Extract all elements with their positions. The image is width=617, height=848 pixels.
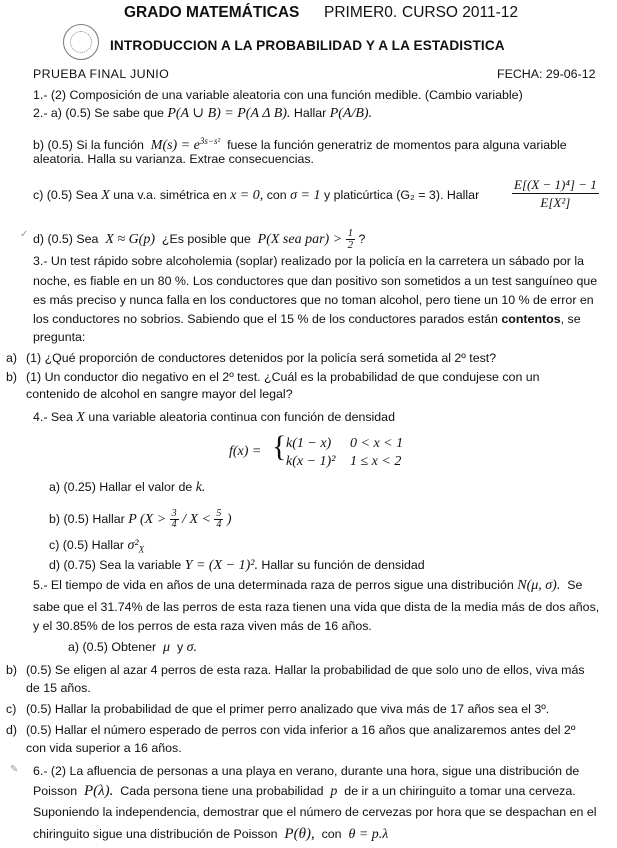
q4b-text: b) (0.5) Hallar [49,511,125,526]
q4b-frac-2-num: 5 [216,508,222,519]
q3-line-4-end: , se [560,312,581,326]
q2b-mgf-exponent: 3s−s² [199,136,221,146]
q4c-sub: X [138,544,145,555]
q3-line-3: es más preciso y nunca falla en los conductores que no toman alcohol, pero tiene un 10 % de error en [33,293,594,307]
q2d-intro: d) (0.5) Sea [33,231,99,246]
q4b-frac-2-den: 4 [216,519,222,530]
q4-brace: { [272,430,287,463]
q5a-text: a) (0.5) Obtener [68,640,157,654]
q2c-post: y platicúrtica (G₂ = 3). Hallar [323,188,480,202]
q4b-math-end: ) [226,511,232,527]
q4b-math-pre: P (X > [128,511,167,527]
q2c-text: una v.a. simétrica en [113,188,227,202]
q6-line-4-pre: chiringuito sigue una distribución de Poisson [33,827,278,841]
q5-line-1 [33,578,582,593]
q4-case-2-expr: k(x − 1)² [286,454,336,469]
q6-poisson-theta: P(θ), [284,826,315,842]
q2c-point: x = 0, [230,188,264,203]
q5d-text-1: (0.5) Hallar el número esperado de perros con vida inferior a 16 años que analizaremos antes del 2º [26,723,576,737]
q5a-sigma: σ. [186,640,198,655]
q4b-frac-1-den: 4 [171,519,177,530]
q2d-half [346,228,356,251]
q4d-text: d) (0.75) Sea la variable [49,558,182,572]
handwritten-mark: ✓ [20,229,29,240]
q4b-math-mid: / X < [182,511,211,527]
q3-line-5: pregunta: [33,330,86,344]
q5b-label: b) [6,663,18,677]
question-1: 1.- (2) Composición de una variable aleatoria con una función medible. (Cambio variable) [33,88,523,102]
q6-poisson-label: Poisson [33,784,78,798]
handwritten-mark-2: ✎ [10,764,19,775]
q5a-mu: μ [163,640,171,655]
q5c-label: c) [6,702,17,716]
q4c-text: c) (0.5) Hallar [49,538,125,552]
q3a-text: (1) ¿Qué proporción de conductores detenidos por la policía será sometida al 2º test? [26,351,497,365]
q4b-frac-2 [214,509,223,530]
q4-case-1-cond: 0 < x < 1 [350,436,404,451]
q6-poisson-lambda: P(λ). [83,783,114,799]
q5-line-1-text: 5.- El tiempo de vida en años de una determinada raza de perros sigue una distribución [33,578,514,592]
q3b-text-1: (1) Un conductor dio negativo en el 2º test. ¿Cuál es la probabilidad de que condujese con un [26,370,540,384]
q2c-var: X [101,188,110,203]
q4b-frac-1 [170,509,179,530]
q6-con: con [321,827,342,841]
q5a [68,640,197,655]
q5-se: Se [567,578,583,592]
q4-intro-pre: 4.- Sea [33,410,73,424]
q3-line-4-text: los conductores no sobrios. Sabiendo que el 15 % de los conductores parados están [33,312,498,326]
q2c-numerator: E[(X − 1)⁴] − 1 [514,177,597,192]
q3b-label: b) [6,370,18,384]
subject-title: INTRODUCCION A LA PROBABILIDAD Y A LA ESTADISTICA [110,38,505,53]
q2c-intro: c) (0.5) Sea [33,188,98,202]
q4-density-lhs: f(x) = [229,444,262,459]
q2d-end: ? [358,231,366,246]
q6-p: p [330,784,338,799]
q2d-half-den: 2 [347,239,354,251]
q2c-sigma: σ = 1 [290,188,321,203]
q6-line-1: 6.- (2) La afluencia de personas a una playa en verano, durante una hora, sigue una distribución de [33,764,580,778]
q4b [49,509,232,530]
q5b-text-1: (0.5) Se eligen al azar 4 perros de esta raza. Hallar la probabilidad de que solo uno de ellos, viva más [26,663,585,677]
course-term: CURSO 2011-12 [402,4,519,21]
q2d-dist: X ≈ G(p) [105,231,155,247]
q2c-fraction [512,176,599,211]
question-2a [33,106,372,121]
q2a-intro: 2.- a) (0.5) Se sabe que [33,106,164,120]
q4-intro-var: X [76,410,85,425]
q4a-text: a) (0.25) Hallar el valor de [49,480,193,494]
q3b-text-2: contenido de alcohol en sangre mayor del legal? [26,387,293,401]
q3-line-2: noche, es fiable en un 80 %. Los conductores que dan positivo son sometidos a un test sanguíneo que [33,274,598,288]
q2b-mgf: M(s) = e [150,138,200,154]
q2d-question: ¿Es posible que [161,231,251,246]
course-title: GRADO MATEMÁTICAS [124,4,300,21]
q4-intro [33,410,395,425]
q4b-frac-1-num: 3 [171,508,177,519]
q5c-text: (0.5) Hallar la probabilidad de que el primer perro analizado que viva más de 17 años sea el 3º. [26,702,550,716]
q4-case-2-cond: 1 ≤ x < 2 [350,454,402,469]
q5b-text-2: de 15 años. [26,681,91,695]
q2c-con: con [266,188,287,202]
q2d-half-num: 1 [347,227,354,239]
q3-line-4 [33,312,581,327]
q2a-target: P(A/B). [329,106,373,121]
q2c-denominator: E[X²] [540,195,571,210]
q5d-label: d) [6,723,18,737]
q3-line-1: 3.- Un test rápido sobre alcoholemia (soplar) realizado por la policía en la carretera un sábado por la [33,254,584,268]
q4d-post: Hallar su función de densidad [261,558,425,572]
q4d [49,558,425,573]
exam-date: FECHA: 29-06-12 [497,67,596,81]
q2b-intro: b) (0.5) Si la función [33,138,144,153]
q2a-formula: P(A ∪ B) = P(A Δ B). [167,106,291,121]
q2a-hallar: Hallar [293,106,327,120]
q6-theta-def: θ = p.λ [348,827,389,842]
q4a [49,480,205,495]
q4-case-1-expr: k(1 − x) [286,436,332,451]
q5-line-3: y el 30.85% de los perros de esta raza viven más de 16 años. [33,619,372,633]
q4-intro-post: una variable aleatoria continua con función de densidad [88,410,395,424]
q6-line-2-post: de ir a un chiringuito a tomar una cerveza. [344,784,576,798]
q4d-math: Y = (X − 1)². [184,558,258,573]
question-2b [33,134,567,153]
q3a-label: a) [6,351,18,365]
q6-line-4 [33,827,388,842]
course-year: PRIMER0. [324,4,398,21]
q2d-prob: P(X sea par) > [257,231,343,247]
q6-line-2 [33,784,576,799]
question-2d [33,228,365,251]
q2b-text: fuese la función generatriz de momentos para alguna variable [227,138,567,153]
q4c [49,538,144,557]
q4c-sigma: σ² [127,538,139,553]
q6-line-2-mid: Cada persona tiene una probabilidad [120,784,324,798]
question-2c [33,188,479,203]
university-seal [63,24,99,60]
q5-line-2: sabe que el 31.74% de las perros de esta raza tienen una vida que dista de la media más de dos años, [33,600,600,614]
exam-name: PRUEBA FINAL JUNIO [33,67,170,81]
q5-dist: N(μ, σ). [517,578,561,593]
question-2b-line2: aleatoria. Halla su varianza. Extrae consecuencias. [33,152,315,166]
q6-line-3: Suponiendo la independencia, demostrar que el número de cervezas por hora que se despachan en el [33,805,597,819]
q5a-y: y [176,640,184,654]
q2c-ratio [512,176,599,211]
q5d-text-2: con vida superior a 16 años. [26,741,182,755]
q4a-var: k. [195,480,206,495]
q3-bold-word: contentos [501,312,561,326]
